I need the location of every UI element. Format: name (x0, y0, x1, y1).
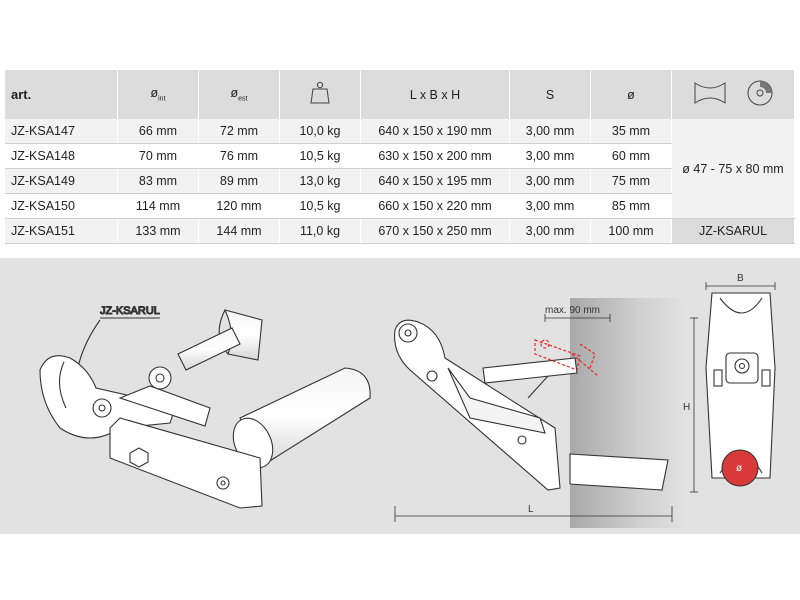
cell-art: JZ-KSA147 (5, 119, 118, 144)
wall-shading (570, 298, 685, 528)
table-row (5, 119, 795, 144)
cell-art: JZ-KSA149 (5, 169, 118, 194)
product-drawings (0, 258, 800, 534)
header-roller (672, 70, 795, 119)
length-label: L (528, 504, 534, 515)
product-illustration-panel (0, 258, 800, 534)
cell-dims: 640 x 150 x 195 mm (361, 169, 510, 194)
cell-s: 3,00 mm (510, 119, 591, 144)
cell-s: 3,00 mm (510, 169, 591, 194)
cell-diam: 100 mm (591, 219, 672, 244)
header-dims: L x B x H (361, 70, 510, 119)
cell-s: 3,00 mm (510, 144, 591, 169)
cell-diam: 75 mm (591, 169, 672, 194)
disc-roller-icon (746, 79, 774, 107)
cell-art: JZ-KSA151 (5, 219, 118, 244)
header-d-int: $ø_{int}$ (118, 70, 199, 119)
cell-weight: 10,5 kg (280, 194, 361, 219)
cell-s: 3,00 mm (510, 194, 591, 219)
cell-diam: 85 mm (591, 194, 672, 219)
cell-weight: 10,5 kg (280, 144, 361, 169)
header-row (5, 70, 795, 119)
max-depth-label: max. 90 mm (545, 305, 601, 316)
cell-s: 3,00 mm (510, 219, 591, 244)
cell-d-est: 120 mm (199, 194, 280, 219)
table-row (5, 219, 795, 244)
cell-weight: 10,0 kg (280, 119, 361, 144)
cell-d-int: 114 mm (118, 194, 199, 219)
cell-d-est: 144 mm (199, 219, 280, 244)
tool-side-view-drawing (395, 298, 685, 528)
cell-d-int: 133 mm (118, 219, 199, 244)
cell-art: JZ-KSA148 (5, 144, 118, 169)
cell-roller-range: ø 47 - 75 x 80 mm (672, 119, 795, 219)
cell-diam: 60 mm (591, 144, 672, 169)
header-weight (280, 70, 361, 119)
cell-dims: 630 x 150 x 200 mm (361, 144, 510, 169)
cell-weight: 11,0 kg (280, 219, 361, 244)
cell-d-int: 83 mm (118, 169, 199, 194)
callout-label: JZ-KSARUL (100, 305, 160, 317)
tool-front-view-drawing (683, 273, 775, 492)
tool-perspective-drawing (40, 305, 370, 508)
cell-d-est: 89 mm (199, 169, 280, 194)
cell-dims: 660 x 150 x 220 mm (361, 194, 510, 219)
roller-diameter-label: ø (736, 463, 743, 474)
width-label: B (737, 273, 744, 284)
spec-table (5, 70, 795, 244)
cell-d-est: 76 mm (199, 144, 280, 169)
cell-diam: 35 mm (591, 119, 672, 144)
header-art: art. (5, 70, 118, 119)
cell-d-est: 72 mm (199, 119, 280, 144)
height-label: H (683, 402, 691, 413)
cell-d-int: 70 mm (118, 144, 199, 169)
header-diam: ø (591, 70, 672, 119)
header-s: S (510, 70, 591, 119)
weight-icon (309, 81, 331, 105)
cell-dims: 670 x 150 x 250 mm (361, 219, 510, 244)
cell-art: JZ-KSA150 (5, 194, 118, 219)
cell-dims: 640 x 150 x 190 mm (361, 119, 510, 144)
saddle-roller-icon (692, 79, 728, 107)
cell-accessory: JZ-KSARUL (672, 219, 795, 244)
cell-weight: 13,0 kg (280, 169, 361, 194)
header-d-est: $ø_{est}$ (199, 70, 280, 119)
cell-d-int: 66 mm (118, 119, 199, 144)
